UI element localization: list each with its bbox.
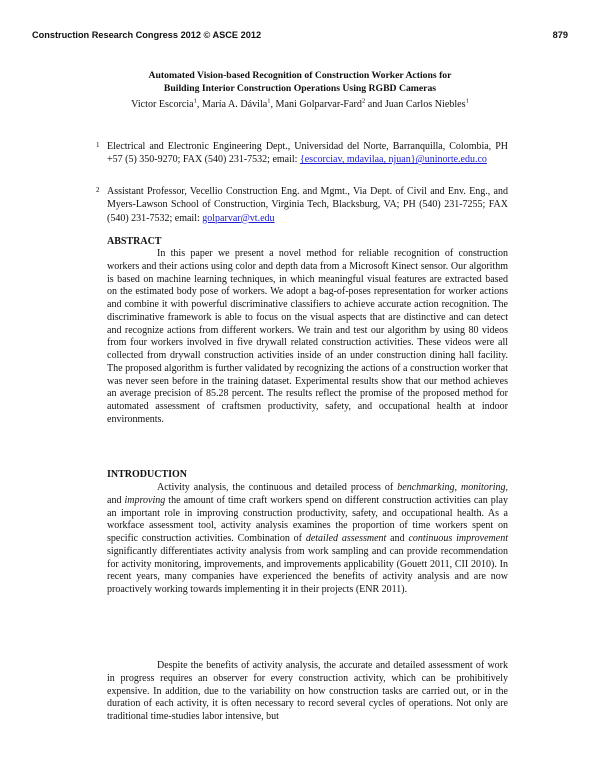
intro-emphasis: detailed assessment <box>305 533 387 544</box>
intro-text: , and <box>107 482 508 506</box>
author-1-affil: 1 <box>193 97 197 105</box>
author-4-affil: 1 <box>465 97 469 105</box>
intro-text: significantly differentiates activity analysis from work sampling and can provide recommendation for activity monitoring, improvements, and improvements applicability (Gouett 2011, CII 2010). In recent years, many companies have experienced the benefits of activity analysis and are now proactively working towards implementing it in their projects (ENR 2011). <box>107 545 508 595</box>
introduction-heading: INTRODUCTION <box>107 469 188 480</box>
affiliation-1-marker: 1 <box>96 141 100 149</box>
author-3: , Mani Golparvar-Fard <box>270 99 362 110</box>
author-3-affil: 2 <box>361 97 366 105</box>
abstract-heading: ABSTRACT <box>107 236 162 247</box>
abstract-text: In this paper we present a novel method for reliable recognition of construction workers and their actions using color and depth data from a Microsoft Kinect sensor. Our algorithm is based on machine learning techniques, in which meaningful visual features are extracted based on the estimated body pose of workers. We adopt a bag-of-poses representation for worker actions and combine it with powerful discriminative classifiers to achieve accurate action recognition. The discriminative framework is able to focus on the visual aspects that are distinctive and can detect and recognize actions from different workers. We train and test our algorithm by using 80 videos from four workers involved in five drywall related construction activities. These videos were all collected from drywall construction activities inside of an under construction dining hall facility. The proposed algorithm is further validated by recognizing the actions of a construction worker that was never seen before in the training dataset. Experimental results show that our method achieves an average precision of 85.28 percent. The results reflect the promise of the proposed method for automated assessment of craftsmen productivity, safety, and occupational health at indoor environments. <box>107 248 508 425</box>
running-header <box>32 30 568 44</box>
affiliation-1 <box>96 140 508 167</box>
journal-citation: Construction Research Congress 2012 © ASCE 2012 <box>32 30 262 40</box>
paper-title <box>80 70 520 95</box>
intro-emphasis: improving <box>124 494 166 506</box>
author-1: Victor Escorcia <box>131 99 194 110</box>
affiliation-1-text: Electrical and Electronic Engineering Dept., Universidad del Norte, Barranquilla, Colombia, PH +57 (5) 350-9270; FAX (540) 231-7532; email: <box>107 141 508 166</box>
intro-text: Activity analysis, the continuous and detailed process of <box>157 482 398 493</box>
affiliation-2-email-link[interactable]: golparvar@vt.edu <box>202 212 275 224</box>
intro-text: the amount of time craft workers spend on different construction activities can play an important role in improving construction productivity, safety, and occupational health. As a workface assessment tool, activity analysis examines the proportion of time workers spent on specific construction activities. Combination of <box>107 494 508 544</box>
intro-text: , <box>454 482 462 493</box>
title-line-1: Automated Vision-based Recognition of Construction Worker Actions for <box>148 70 452 81</box>
author-2-affil: 1 <box>267 97 271 105</box>
affiliation-2-marker: 2 <box>96 186 100 194</box>
author-list <box>40 99 560 111</box>
page-number: 879 <box>552 30 568 40</box>
intro-text: and <box>386 533 409 544</box>
intro-emphasis: benchmarking <box>397 482 455 493</box>
author-2: , María A. Dávila <box>196 99 268 110</box>
title-line-2: Building Interior Construction Operations Using RGBD Cameras <box>163 82 437 94</box>
author-4: and Juan Carlos Niebles <box>365 99 466 110</box>
affiliation-1-email-link[interactable]: {escorciav, mdavilaa, njuan}@uninorte.edu.co <box>299 154 487 166</box>
intro-emphasis: monitoring <box>461 482 506 493</box>
affiliation-2-text: Assistant Professor, Vecellio Construction Eng. and Mgmt., Via Dept. of Civil and Env. Eng., and Myers-Lawson School of Construction, Virginia Tech, Blacksburg, VA; PH (540) 231-7255; FAX (540) 231-7532; email: <box>107 186 508 224</box>
affiliation-2 <box>96 185 508 225</box>
introduction-paragraph-2: Despite the benefits of activity analysis, the accurate and detailed assessment of work in progress requires an observer for every construction activity, which can be prohibitively expensive. In addition, due to the variability on how construction tasks are carried out, or in the duration of each activity, it is often necessary to record several cycles of operations. Not only are traditional time-studies labor intensive, but <box>107 660 508 722</box>
introduction-paragraph-1 <box>107 482 508 597</box>
intro-emphasis: continuous improvement <box>408 533 508 544</box>
